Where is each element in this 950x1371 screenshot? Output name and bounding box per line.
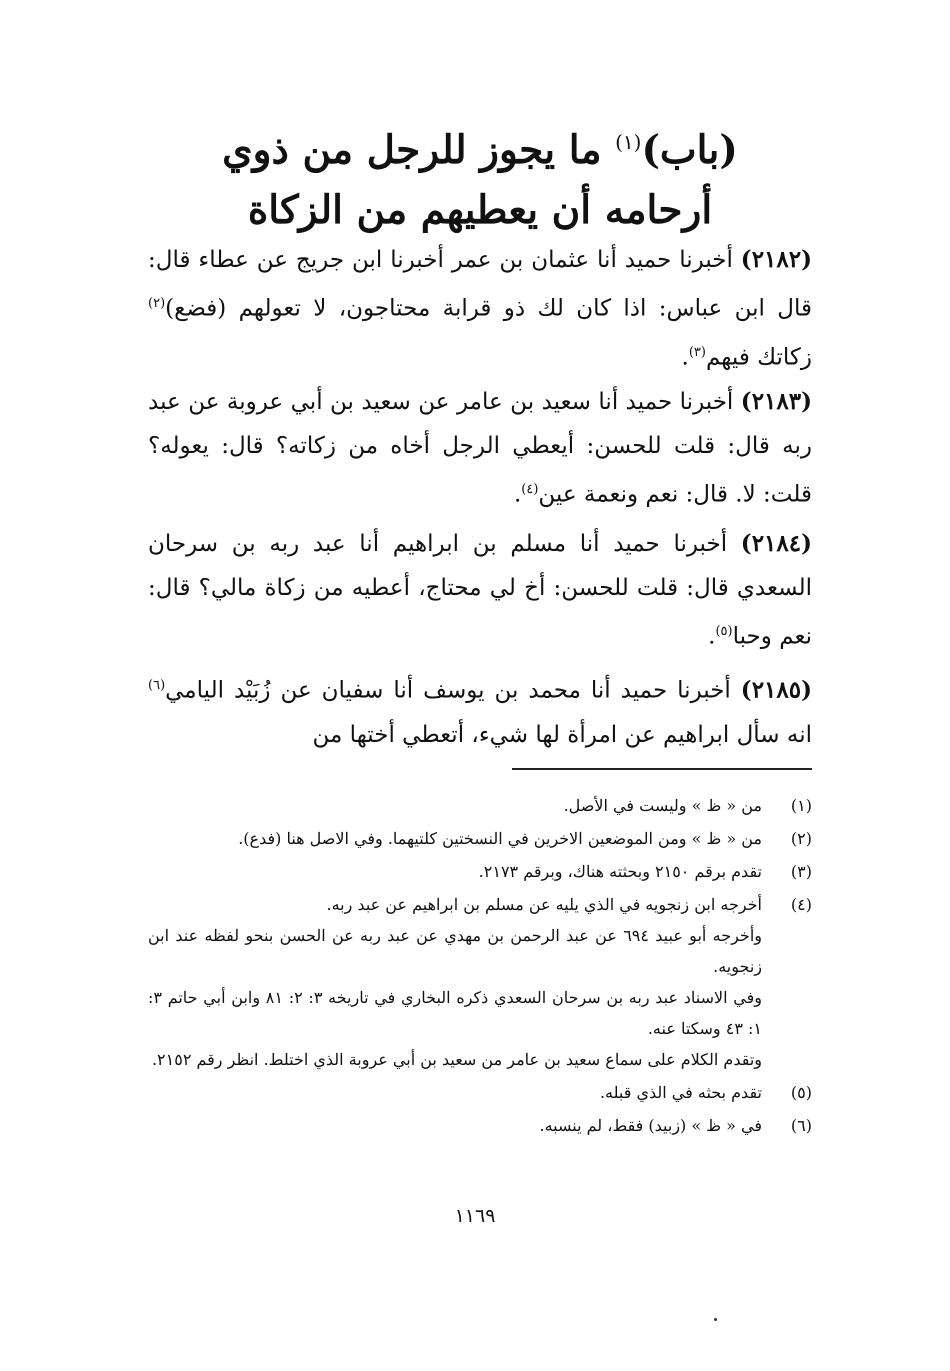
footnote-number: (٢) [790,829,812,848]
footnote-text: من « ظ » وليست في الأصل. [563,796,762,815]
footnote-text: أخرجه ابن زنجويه في الذي يليه عن مسلم بن ابراهيم عن عبد ربه. [326,895,762,914]
scan-speck [714,1318,717,1321]
footnote-number: (٥) [790,1083,812,1102]
hadith-text: انه سأل ابراهيم عن امرأة لها شيء، أتعطي أختها من [312,721,812,748]
footnote-ref: (٢) [148,296,166,311]
chapter-title-line-2: أرحامه أن يعطيهم من الزكاة [247,187,713,233]
hadith-text: أخبرنا حميد أنا محمد بن يوسف أنا سفيان عن زُبَيْد اليامي [165,677,741,704]
footnote-number: (٣) [790,862,812,881]
footnote-ref: (٤) [521,482,539,497]
footnotes [148,790,812,1143]
footnote-ref: (٥) [715,624,733,639]
footnote-ref: (٦) [148,678,166,693]
footnote-text: في « ظ » (زبيد) فقط، لم ينسبه. [539,1116,762,1135]
hadith-text: أخبرنا حميد أنا عثمان بن عمر أخبرنا ابن جريج عن عطاء قال: قال ابن عباس: اذا كان لك ذو قرابة محتاجون، لا تعولهم (فضع) [148,247,812,322]
footnote-text: وأخرجه أبو عبيد ٦٩٤ عن عبد الرحمن بن مهدي عن عبد ربه عن الحسن بنحو لفظه عند ابن زنجويه. [148,926,762,976]
hadith-text: . [681,344,689,371]
hadith-text: أخبرنا حميد أنا مسلم بن ابراهيم أنا عبد ربه بن سرحان السعدي قال: قلت للحسن: أخ لي محتاج، أعطيه من زكاة مالي؟ قال: نعم وحبا [148,531,812,650]
chapter-title-bab: (باب) [641,127,738,173]
hadith-text: . [513,481,522,508]
hadith-entry [148,664,812,757]
footnote-number: (٤) [790,895,812,914]
footnote [148,790,812,821]
footnote-text: تقدم برقم ٢١٥٠ وبحثته هناك، وبرقم ٢١٧٣. [478,862,762,881]
hadith-number: (٢١٨٣) [740,388,812,415]
footnote [148,1077,812,1108]
footnote [148,823,812,854]
footnote-text: من « ظ » ومن الموضعين الاخرين في النسختين كلتيهما. وفي الاصل هنا (فدع). [238,829,762,848]
hadith-text: . [708,623,716,650]
footnote [148,889,812,1075]
footnote-ref: (٣) [688,344,706,360]
chapter-title [150,112,810,240]
footnote-text: وفي الاسناد عبد ربه بن سرحان السعدي ذكره البخاري في تاريخه ٣: ٢: ٨١ وابن أبي حاتم ٣: ١: ٤٣ وسكتا عنه. [148,988,763,1038]
hadith-entry [148,522,812,659]
hadith-number: (٢١٨٥) [740,676,812,704]
footnote [148,1110,812,1141]
hadith-entry [148,380,812,517]
hadith-number: (٢١٨٤) [740,530,812,557]
page-number: ١١٦٩ [454,1205,496,1227]
hadith-number: (٢١٨٢) [740,246,812,273]
hadith-text: زكاتك فيهم [705,344,812,371]
footnote-number: (٦) [790,1116,812,1135]
footnote-ref: (١) [615,130,642,154]
hadith-text: أخبرنا حميد أنا سعيد بن عامر عن سعيد بن أبي عروبة عن عبد ربه قال: قلت للحسن: أيعطي الرجل أخاه من زكاته؟ قال: يعوله؟ قلت: لا. قال: نعم ونعمة عين [148,389,812,508]
footnote-divider [512,768,812,770]
footnote-text: وتقدم الكلام على سماع سعيد بن عامر من سعيد بن أبي عروبة الذي اختلط. انظر رقم ٢١٥٢. [151,1050,762,1069]
footnote-number: (١) [790,796,812,815]
chapter-title-line-1 [150,112,810,180]
footnote [148,856,812,887]
chapter-title-text: ما يجوز للرجل من ذوي [222,127,616,173]
footnote-text: تقدم بحثه في الذي قبله. [599,1083,762,1102]
hadith-entry [148,238,812,379]
